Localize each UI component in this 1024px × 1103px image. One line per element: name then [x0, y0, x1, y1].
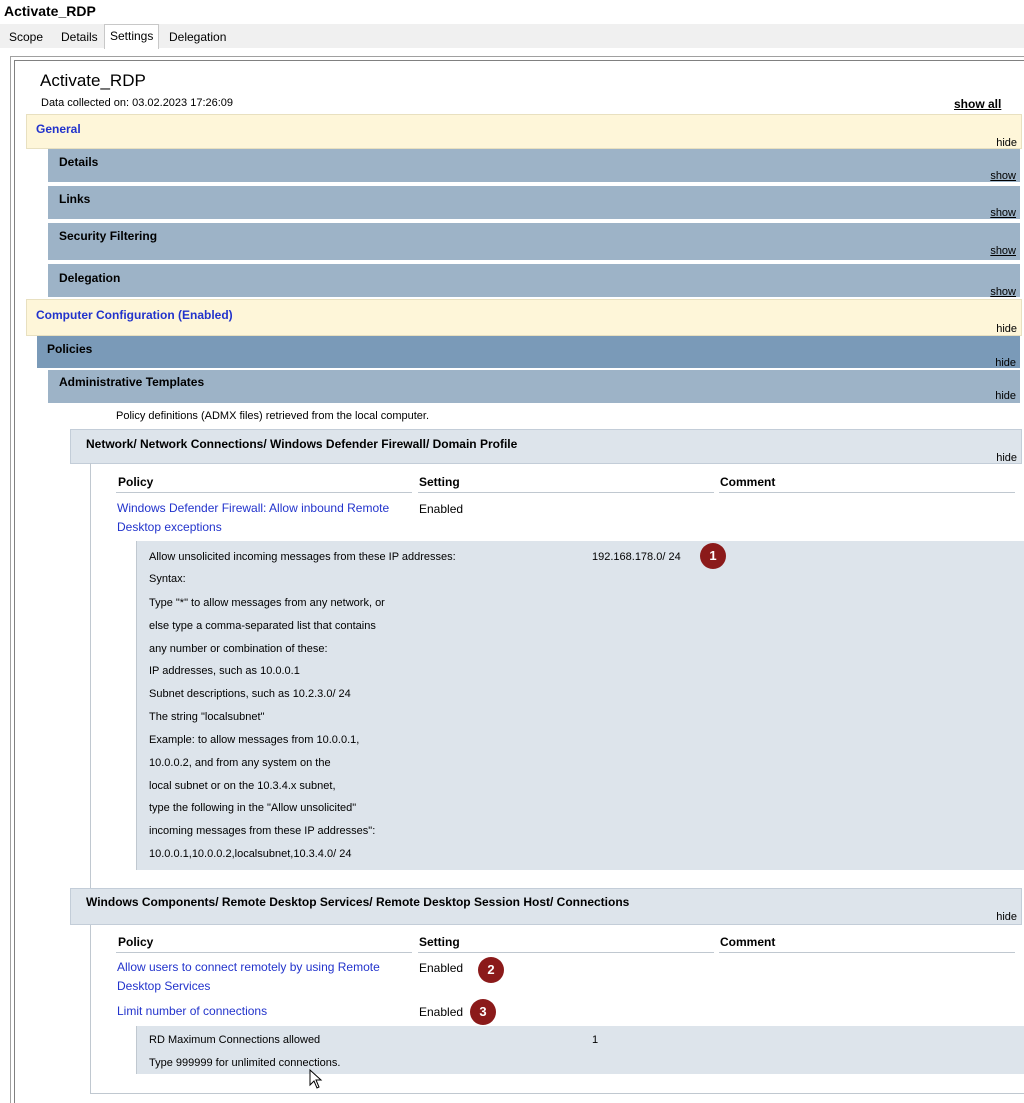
detail-line: 10.0.0.2, and from any system on the [149, 757, 331, 769]
rds-allow-connections-setting: Enabled [419, 961, 464, 975]
section-details [48, 149, 1020, 182]
section-administrative-templates [48, 370, 1020, 403]
section-security-filtering [48, 223, 1020, 260]
rd-max-connections-value: 1 [592, 1034, 599, 1046]
general-hide-toggle[interactable]: hide [996, 137, 1017, 149]
section-firewall-label: Network/ Network Connections/ Windows Defender Firewall/ Domain Profile [86, 437, 518, 451]
links-show-toggle[interactable]: show [990, 207, 1016, 219]
firewall-policy-link[interactable] [117, 499, 389, 537]
section-rds-connections [70, 888, 1022, 925]
section-details-label: Details [59, 155, 99, 169]
firewall-policy-setting: Enabled [419, 502, 464, 516]
badge-1: 1 [700, 543, 726, 569]
badge-3: 3 [470, 999, 496, 1025]
data-collected-label: Data collected on: 03.02.2023 17:26:09 [41, 97, 234, 109]
column-header-policy: Policy [118, 935, 154, 949]
detail-line: The string "localsubnet" [149, 711, 265, 723]
tab-scope[interactable]: Scope [9, 30, 44, 44]
detail-line: Syntax: [149, 573, 186, 585]
show-all-link[interactable]: show all [954, 97, 1002, 111]
mouse-cursor-icon [309, 1069, 323, 1089]
column-header-policy: Policy [118, 475, 154, 489]
column-header-setting: Setting [419, 935, 460, 949]
security-filtering-show-toggle[interactable]: show [990, 245, 1016, 257]
section-policies [37, 336, 1020, 368]
report-title: Activate_RDP [40, 71, 146, 90]
section-rds-label: Windows Components/ Remote Desktop Services/ Remote Desktop Session Host/ Connections [86, 895, 630, 909]
admx-note: Policy definitions (ADMX files) retrieved from the local computer. [116, 410, 430, 422]
firewall-policy-name-line1[interactable]: Windows Defender Firewall: Allow inbound Remote [117, 501, 390, 515]
firewall-hide-toggle[interactable]: hide [996, 452, 1017, 464]
column-header-comment: Comment [720, 935, 776, 949]
rds-hide-toggle[interactable]: hide [996, 911, 1017, 923]
badge-2: 2 [478, 957, 504, 983]
tab-settings[interactable]: Settings [104, 24, 159, 49]
limit-connections-setting: Enabled [419, 1005, 464, 1019]
section-delegation-label: Delegation [59, 271, 121, 285]
content-left-border [90, 463, 91, 1093]
detail-allow-value: 192.168.178.0/ 24 [592, 551, 681, 563]
section-administrative-templates-label: Administrative Templates [59, 375, 205, 389]
details-show-toggle[interactable]: show [990, 170, 1016, 182]
window-title: Activate_RDP [4, 3, 96, 19]
firewall-policy-detail [136, 541, 1024, 870]
section-firewall-domain-profile [70, 429, 1022, 464]
section-computer-configuration [26, 299, 1022, 336]
detail-line: type the following in the "Allow unsolicited" [149, 802, 357, 814]
rd-max-connections-label: RD Maximum Connections allowed [149, 1034, 321, 1046]
rds-allow-connections-link[interactable] [117, 958, 380, 996]
section-general-label[interactable]: General [36, 122, 81, 136]
detail-line: local subnet or on the 10.3.4.x subnet, [149, 780, 336, 792]
computer-configuration-hide-toggle[interactable]: hide [996, 323, 1017, 335]
detail-line: Type "*" to allow messages from any network, or [149, 597, 385, 609]
detail-allow-label: Allow unsolicited incoming messages from these IP addresses: [149, 551, 456, 563]
column-header-setting: Setting [419, 475, 460, 489]
detail-line: IP addresses, such as 10.0.0.1 [149, 665, 300, 677]
rd-unlimited-note: Type 999999 for unlimited connections. [149, 1057, 341, 1069]
detail-line: Example: to allow messages from 10.0.0.1, [149, 734, 360, 746]
section-links-label: Links [59, 192, 91, 206]
section-policies-label: Policies [47, 342, 93, 356]
section-general [26, 114, 1022, 149]
rds-allow-connections-line2[interactable]: Desktop Services [117, 979, 211, 993]
tab-details[interactable]: Details [61, 30, 98, 44]
section-security-filtering-label: Security Filtering [59, 229, 158, 243]
detail-line: else type a comma-separated list that contains [149, 620, 376, 632]
delegation-show-toggle[interactable]: show [990, 286, 1016, 298]
content-bottom-border [90, 1093, 1024, 1094]
firewall-policy-name-line2[interactable]: Desktop exceptions [117, 520, 222, 534]
section-computer-configuration-label[interactable]: Computer Configuration (Enabled) [36, 308, 233, 322]
limit-connections-link[interactable]: Limit number of connections [117, 1004, 268, 1018]
section-links [48, 186, 1020, 219]
detail-line: 10.0.0.1,10.0.0.2,localsubnet,10.3.4.0/ 24 [149, 848, 352, 860]
section-delegation [48, 264, 1020, 297]
policies-hide-toggle[interactable]: hide [995, 357, 1016, 369]
administrative-templates-hide-toggle[interactable]: hide [995, 390, 1016, 402]
tab-delegation[interactable]: Delegation [169, 30, 227, 44]
detail-line: any number or combination of these: [149, 643, 328, 655]
detail-line: Subnet descriptions, such as 10.2.3.0/ 24 [149, 688, 351, 700]
detail-line: incoming messages from these IP addresses": [149, 825, 376, 837]
column-header-comment: Comment [720, 475, 776, 489]
rds-allow-connections-line1[interactable]: Allow users to connect remotely by using Remote [117, 960, 380, 974]
